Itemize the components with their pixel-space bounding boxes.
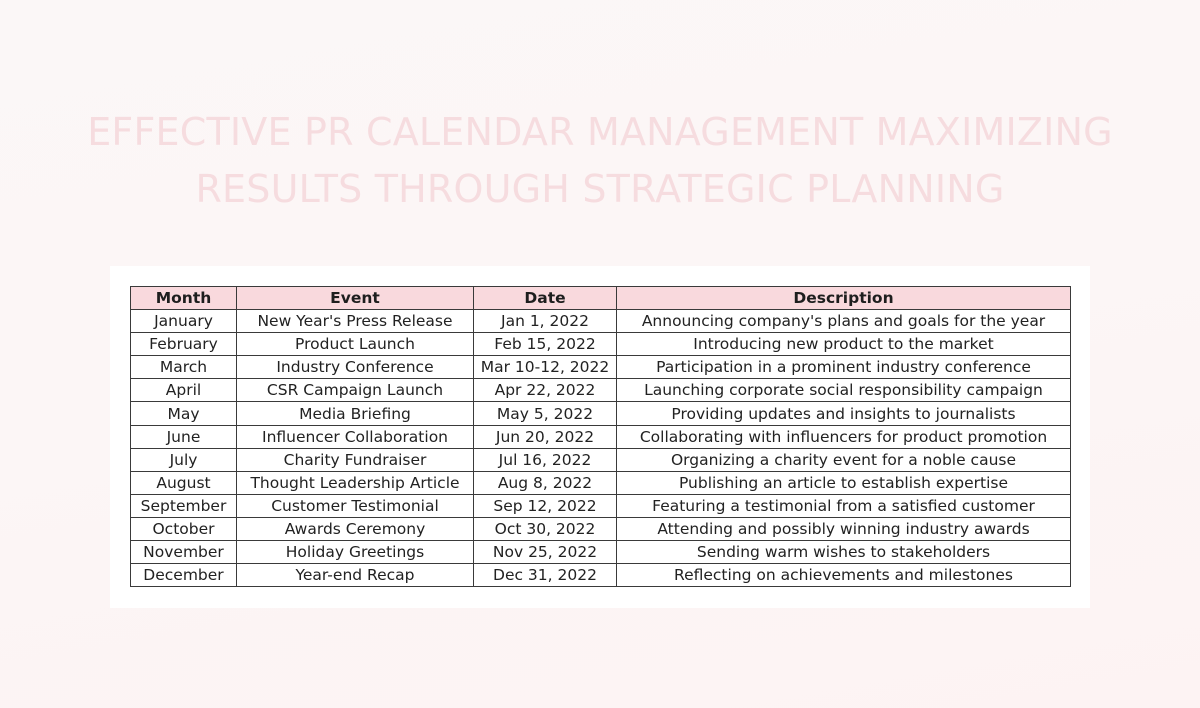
column-header-month: Month	[131, 287, 237, 310]
date-cell: Jul 16, 2022	[474, 448, 617, 471]
table-row	[131, 448, 1071, 471]
column-header-date: Date	[474, 287, 617, 310]
description-cell: Announcing company's plans and goals for the year	[617, 310, 1071, 333]
table-row	[131, 425, 1071, 448]
table-row	[131, 517, 1071, 540]
month-cell: July	[131, 448, 237, 471]
event-cell: Charity Fundraiser	[237, 448, 474, 471]
pr-calendar-table	[130, 286, 1071, 587]
description-cell: Reflecting on achievements and milestones	[617, 564, 1071, 587]
event-cell: Industry Conference	[237, 356, 474, 379]
description-cell: Featuring a testimonial from a satisfied customer	[617, 494, 1071, 517]
date-cell: Mar 10-12, 2022	[474, 356, 617, 379]
month-cell: May	[131, 402, 237, 425]
event-cell: Holiday Greetings	[237, 541, 474, 564]
month-cell: October	[131, 517, 237, 540]
table-card	[110, 266, 1090, 608]
description-cell: Launching corporate social responsibility campaign	[617, 379, 1071, 402]
event-cell: Influencer Collaboration	[237, 425, 474, 448]
table-row	[131, 379, 1071, 402]
date-cell: Jan 1, 2022	[474, 310, 617, 333]
month-cell: December	[131, 564, 237, 587]
date-cell: Sep 12, 2022	[474, 494, 617, 517]
description-cell: Participation in a prominent industry conference	[617, 356, 1071, 379]
date-cell: Feb 15, 2022	[474, 333, 617, 356]
column-header-description: Description	[617, 287, 1071, 310]
month-cell: September	[131, 494, 237, 517]
event-cell: New Year's Press Release	[237, 310, 474, 333]
date-cell: Jun 20, 2022	[474, 425, 617, 448]
month-cell: February	[131, 333, 237, 356]
date-cell: Oct 30, 2022	[474, 517, 617, 540]
event-cell: CSR Campaign Launch	[237, 379, 474, 402]
description-cell: Introducing new product to the market	[617, 333, 1071, 356]
event-cell: Year-end Recap	[237, 564, 474, 587]
description-cell: Providing updates and insights to journalists	[617, 402, 1071, 425]
description-cell: Publishing an article to establish expertise	[617, 471, 1071, 494]
event-cell: Thought Leadership Article	[237, 471, 474, 494]
table-header-row	[131, 287, 1071, 310]
month-cell: June	[131, 425, 237, 448]
description-cell: Attending and possibly winning industry awards	[617, 517, 1071, 540]
date-cell: Nov 25, 2022	[474, 541, 617, 564]
page-title: EFFECTIVE PR CALENDAR MANAGEMENT MAXIMIZING RESULTS THROUGH STRATEGIC PLANNING	[87, 110, 1113, 211]
event-cell: Product Launch	[237, 333, 474, 356]
table-row	[131, 356, 1071, 379]
date-cell: Dec 31, 2022	[474, 564, 617, 587]
month-cell: January	[131, 310, 237, 333]
month-cell: March	[131, 356, 237, 379]
event-cell: Awards Ceremony	[237, 517, 474, 540]
description-cell: Sending warm wishes to stakeholders	[617, 541, 1071, 564]
description-cell: Organizing a charity event for a noble cause	[617, 448, 1071, 471]
table-row	[131, 333, 1071, 356]
column-header-event: Event	[237, 287, 474, 310]
month-cell: April	[131, 379, 237, 402]
date-cell: Aug 8, 2022	[474, 471, 617, 494]
date-cell: May 5, 2022	[474, 402, 617, 425]
table-row	[131, 402, 1071, 425]
description-cell: Collaborating with influencers for product promotion	[617, 425, 1071, 448]
table-row	[131, 564, 1071, 587]
month-cell: August	[131, 471, 237, 494]
month-cell: November	[131, 541, 237, 564]
event-cell: Media Briefing	[237, 402, 474, 425]
table-row	[131, 541, 1071, 564]
event-cell: Customer Testimonial	[237, 494, 474, 517]
table-row	[131, 494, 1071, 517]
table-row	[131, 471, 1071, 494]
date-cell: Apr 22, 2022	[474, 379, 617, 402]
table-row	[131, 310, 1071, 333]
